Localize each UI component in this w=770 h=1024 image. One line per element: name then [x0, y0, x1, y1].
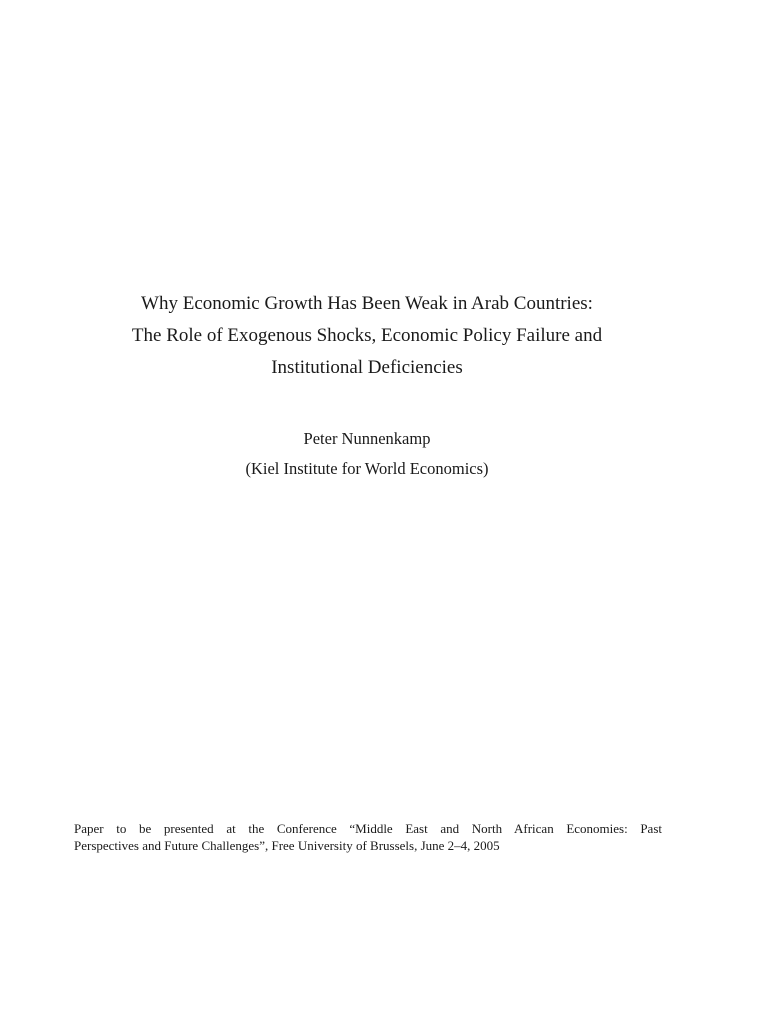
- conference-note: [74, 820, 662, 854]
- conference-note-line-2: Perspectives and Future Challenges”, Free University of Brussels, June 2–4, 2005: [74, 838, 500, 853]
- author-name: Peter Nunnenkamp: [303, 429, 431, 448]
- author-affiliation: (Kiel Institute for World Economics): [245, 459, 489, 478]
- title-line-2: The Role of Exogenous Shocks, Economic Policy Failure and: [131, 325, 603, 346]
- paper-title: [0, 288, 734, 384]
- author-block: [0, 424, 734, 484]
- title-line-3: Institutional Deficiencies: [271, 357, 463, 378]
- conference-note-line-1: Paper to be presented at the Conference “Middle East and North African Economies: Past: [74, 821, 662, 836]
- title-line-1: Why Economic Growth Has Been Weak in Arab Countries:: [141, 293, 593, 314]
